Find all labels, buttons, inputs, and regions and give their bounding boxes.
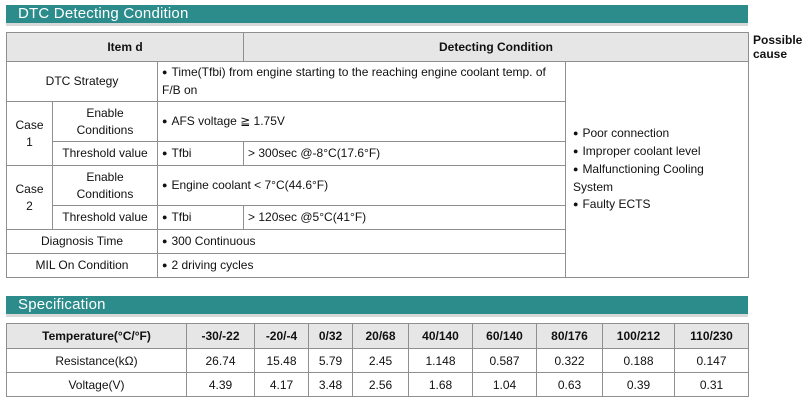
table-cell: 2.56: [353, 373, 409, 397]
table-cell: 26.74: [187, 349, 255, 373]
case2-threshold-label: Threshold value: [53, 206, 158, 230]
cause-item: ● Malfunctioning Cooling System: [573, 161, 744, 196]
table-cell: 0.31: [675, 373, 749, 397]
cause-cell: [566, 62, 749, 278]
table-cell: 1.04: [473, 373, 537, 397]
spec-section-title: Specification: [18, 296, 106, 313]
spec-row-voltage: [7, 373, 749, 397]
dtc-section-title: DTC Detecting Condition: [18, 5, 189, 22]
dtc-section-bar: [6, 5, 748, 26]
spec-col-header: -20/-4: [255, 324, 309, 349]
spec-col-header: 0/32: [309, 324, 353, 349]
spec-row-resistance: [7, 349, 749, 373]
table-cell: 0.63: [537, 373, 603, 397]
case1-label: Case 1: [7, 102, 53, 166]
case1-threshold-label: Threshold value: [53, 142, 158, 166]
case1-threshold-value: > 300sec @-8°C(17.6°F): [244, 142, 566, 166]
spec-col-header: 80/176: [537, 324, 603, 349]
table-cell: 0.322: [537, 349, 603, 373]
table-cell: 0.587: [473, 349, 537, 373]
cause-item: ● Faulty ECTS: [573, 196, 744, 214]
row-label: Resistance(kΩ): [7, 349, 187, 373]
case2-label: Case 2: [7, 166, 53, 230]
spec-table: [6, 323, 749, 397]
spec-col-header: 110/230: [675, 324, 749, 349]
strategy-value: ● Time(Tfbi) from engine starting to the reaching engine coolant temp. of F/B on: [158, 62, 566, 102]
item-header: Item d: [7, 33, 244, 62]
table-cell: 5.79: [309, 349, 353, 373]
table-cell: 0.39: [603, 373, 675, 397]
spec-section-bar: [6, 296, 748, 317]
case1-enable-label: Enable Conditions: [53, 102, 158, 142]
table-cell: 3.48: [309, 373, 353, 397]
case2-enable-label: Enable Conditions: [53, 166, 158, 206]
spec-col-header: 40/140: [409, 324, 473, 349]
table-cell: 4.39: [187, 373, 255, 397]
table-cell: 0.188: [603, 349, 675, 373]
strategy-label: DTC Strategy: [7, 62, 158, 102]
spec-col-header: -30/-22: [187, 324, 255, 349]
table-cell: 1.68: [409, 373, 473, 397]
mil-label: MIL On Condition: [7, 254, 158, 278]
spec-col-header: Temperature(°C/°F): [7, 324, 187, 349]
dtc-table: Item d Detecting Condition Possible cause DTC Strategy ● Time(Tfbi) from engine starting to the reaching engine coolant temp. of F/B on ● Poor connection ● Improper coolant level ● Malfunctioning Cooling System ● Faulty ECTS Case 1 Enable Conditions ● AFS voltage ≧ 1.75V Threshold value ● Tfbi > 300sec @-8°C(17.6°F) Case 2 Enable Conditions ● Engine coolant < 7°C(44.6°F) Threshold value ● Tfbi > 120sec @5°C(41°F) Diagnosis Time ● 300 Continuous MIL On Condition ● 2 driving cycles: [6, 32, 749, 278]
condition-header: Detecting Condition: [244, 33, 749, 62]
spec-col-header: 20/68: [353, 324, 409, 349]
table-cell: 1.148: [409, 349, 473, 373]
table-cell: 0.147: [675, 349, 749, 373]
cause-item: ● Improper coolant level: [573, 143, 744, 161]
table-cell: 2.45: [353, 349, 409, 373]
row-label: Voltage(V): [7, 373, 187, 397]
mil-value: ● 2 driving cycles: [158, 254, 566, 278]
case2-enable-value: ● Engine coolant < 7°C(44.6°F): [158, 166, 566, 206]
case2-threshold-value: > 120sec @5°C(41°F): [244, 206, 566, 230]
case2-threshold-param: ● Tfbi: [158, 206, 244, 230]
table-cell: 4.17: [255, 373, 309, 397]
cause-item: ● Poor connection: [573, 125, 744, 143]
diagnosis-value: ● 300 Continuous: [158, 230, 566, 254]
case1-enable-value: ● AFS voltage ≧ 1.75V: [158, 102, 566, 142]
spec-col-header: 60/140: [473, 324, 537, 349]
diagnosis-label: Diagnosis Time: [7, 230, 158, 254]
cause-list: [570, 125, 744, 214]
table-cell: 15.48: [255, 349, 309, 373]
case1-threshold-param: ● Tfbi: [158, 142, 244, 166]
spec-col-header: 100/212: [603, 324, 675, 349]
